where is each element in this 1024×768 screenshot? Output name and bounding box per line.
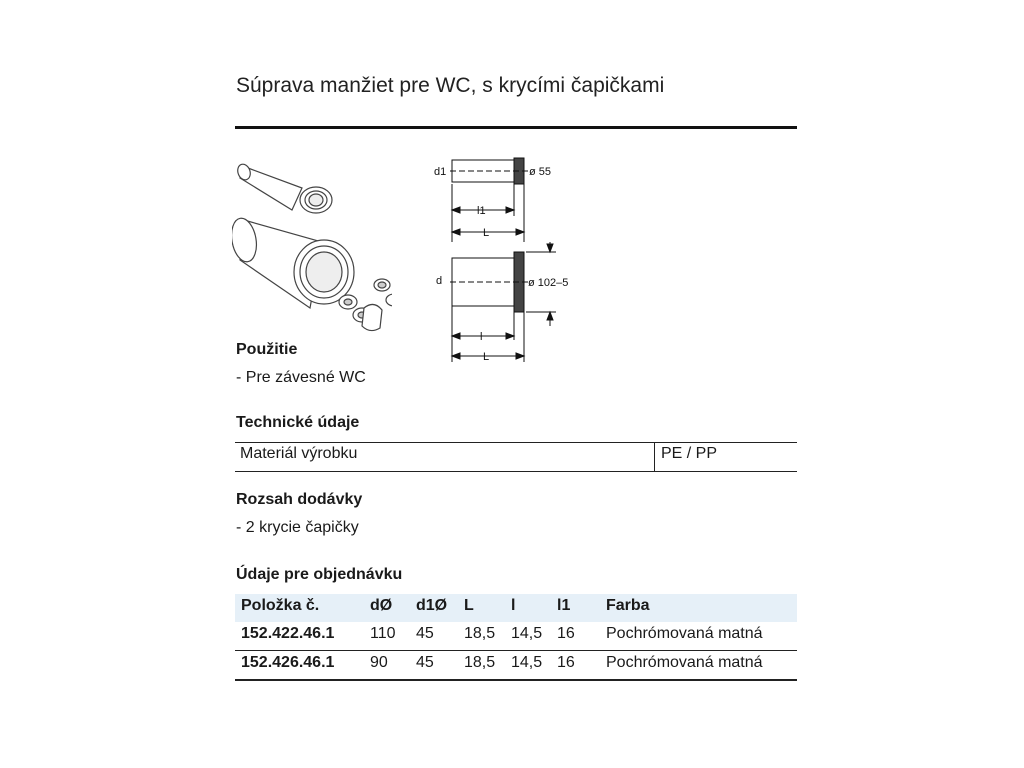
- tech-table: [235, 442, 797, 472]
- cell-color: Pochrómovaná matná: [606, 654, 763, 671]
- tech-row-value: PE / PP: [661, 445, 718, 462]
- table-row: [235, 622, 797, 651]
- order-table-header: [235, 594, 797, 622]
- cell-color: Pochrómovaná matná: [606, 625, 763, 642]
- header-l: l: [511, 597, 516, 614]
- page-title: Súprava manžiet pre WC, s krycími čapičkami: [236, 74, 665, 97]
- title-divider: [235, 126, 797, 129]
- order-heading: Údaje pre objednávku: [236, 566, 403, 583]
- cell-l1: 16: [557, 625, 575, 642]
- cell-item-no: 152.426.46.1: [241, 654, 335, 671]
- header-l1: l1: [557, 597, 571, 614]
- header-L: L: [464, 597, 474, 614]
- label-dia-large: ø 102–5: [528, 277, 569, 289]
- table-row: [235, 651, 797, 681]
- header-d: dØ: [370, 597, 393, 614]
- label-L-top: L: [483, 227, 490, 239]
- label-d: d: [436, 275, 443, 287]
- label-L-bottom: L: [483, 351, 490, 363]
- usage-heading: Použitie: [236, 341, 298, 358]
- cell-item-no: 152.422.46.1: [241, 625, 335, 642]
- label-d1: d1: [434, 166, 447, 178]
- tech-column-divider: [654, 443, 655, 471]
- label-l1: l1: [477, 205, 486, 217]
- label-dia-small: ø 55: [529, 166, 552, 178]
- header-d1: d1Ø: [416, 597, 448, 614]
- label-l: l: [480, 331, 483, 343]
- tech-heading: Technické údaje: [236, 414, 360, 431]
- cell-d1: 45: [416, 625, 434, 642]
- tech-row-label: Materiál výrobku: [240, 445, 358, 462]
- scope-item: - 2 krycie čapičky: [236, 519, 359, 536]
- cell-d: 90: [370, 654, 388, 671]
- cell-l1: 16: [557, 654, 575, 671]
- header-color: Farba: [606, 597, 650, 614]
- dimension-drawing: [430, 150, 600, 365]
- order-table: [235, 594, 797, 681]
- header-item-no: Položka č.: [241, 597, 320, 614]
- cell-l: 14,5: [511, 625, 543, 642]
- product-illustration: [232, 150, 392, 340]
- cell-L: 18,5: [464, 625, 496, 642]
- scope-heading: Rozsah dodávky: [236, 491, 363, 508]
- cell-l: 14,5: [511, 654, 543, 671]
- cell-d: 110: [370, 625, 396, 642]
- usage-item: - Pre závesné WC: [236, 369, 366, 386]
- cell-d1: 45: [416, 654, 434, 671]
- cell-L: 18,5: [464, 654, 496, 671]
